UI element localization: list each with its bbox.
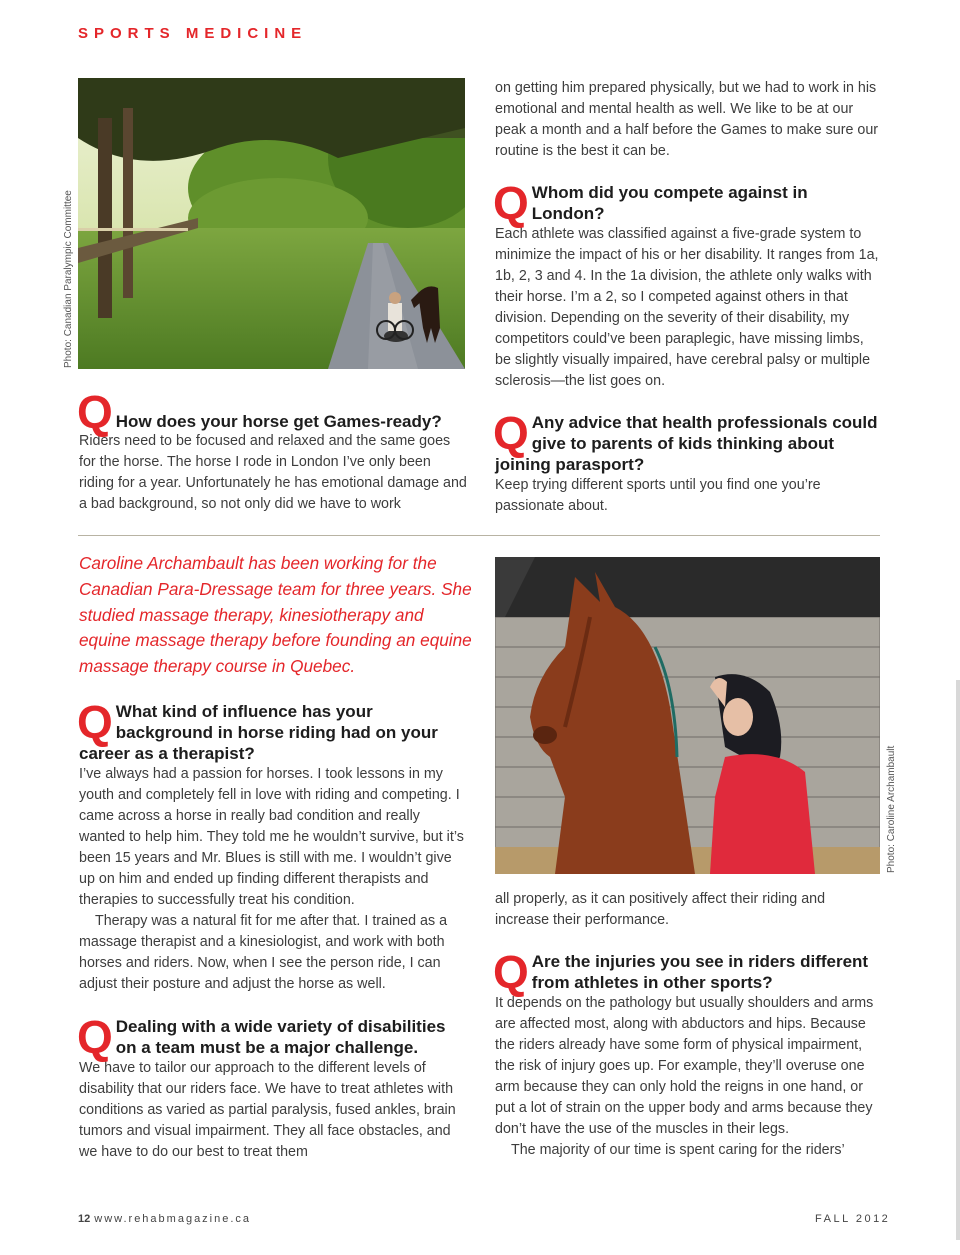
bottom-left-column: [77, 696, 467, 1163]
page-edge-shadow: [956, 680, 960, 1240]
therapist-with-horse-illustration: [495, 557, 880, 874]
rider-and-horse-illustration: [78, 78, 465, 369]
question-disabilities: [77, 1011, 467, 1063]
answer-text: Keep trying different sports until you find one you’re passionate about.: [495, 477, 821, 514]
answer-text: We have to tailor our approach to the different levels of disability that our riders face. We have to treat athletes with conditions as varied as partial paralysis, fused ankles, brain tumors and visual impairment. They all face obstacles, and we have to do our best to treat them: [79, 1060, 456, 1160]
therapist-with-horse-photo: [495, 557, 880, 874]
question-q-mark: Q: [77, 386, 113, 438]
answer-text: Each athlete was classified against a five-grade system to minimize the impact of his or her disability. It ranges from 1a, 1b, 2, 3 and 4. In the 1a division, the athlete only walks with their horse. I’m a 2, so I competed against others in that division. Depending on the severity of their disability, my competitors could’ve been paraplegic, have missing limbs, be slightly visually impaired, have cerebral palsy or multiple sclerosis—the list goes on.: [495, 226, 879, 389]
question-heading: What kind of influence has your background in horse riding had on your career as a therapist?: [79, 702, 438, 763]
issue-label: FALL 2012: [815, 1213, 891, 1225]
answer-text: Therapy was a natural fit for me after that. I trained as a massage therapist and a kinesiologist, and work with both horses and riders. Now, when I see the person ride, I can adjust their posture and adjust the horse as well.: [79, 913, 448, 992]
question-injuries: [493, 946, 883, 998]
intro-text: Caroline Archambault has been working for the Canadian Para-Dressage team for three years. She studied massage therapy, kinesiotherapy and equine massage therapy before founding an equine massage therapy course in Quebec.: [79, 553, 472, 677]
top-left-column: [79, 388, 469, 515]
answer-text: Riders need to be focused and relaxed and the same goes for the horse. The horse I rode in London I’ve only been riding for a year. Unfortunately he has emotional damage and a bad background, so not only did we have to work: [79, 433, 467, 512]
continued-text: all properly, as it can positively affect their riding and increase their performance.: [495, 891, 826, 928]
question-q-mark: Q: [493, 407, 529, 459]
question-heading: Whom did you compete against in London?: [531, 183, 808, 223]
photo-credit-horse: Photo: Caroline Archambault: [886, 745, 897, 873]
bottom-right-column: [495, 889, 883, 1161]
question-heading: Are the injuries you see in riders different from athletes in other sports?: [531, 952, 869, 992]
magazine-url: www.rehabmagazine.ca: [94, 1213, 252, 1225]
question-q-mark: Q: [77, 696, 113, 748]
top-right-column: [495, 78, 880, 517]
rider-and-horse-photo: [78, 78, 465, 369]
question-advice: [493, 407, 880, 475]
therapist-intro: [79, 551, 474, 680]
section-divider: [78, 535, 880, 536]
footer-left: [78, 1213, 251, 1225]
question-heading: Dealing with a wide variety of disabilities on a team must be a major challenge.: [115, 1017, 446, 1057]
question-q-mark: Q: [493, 946, 529, 998]
question-q-mark: Q: [493, 177, 529, 229]
answer-text: I’ve always had a passion for horses. I took lessons in my youth and completely fell in love with riding and competing. I came across a horse in really bad condition and really wanted to help him. They told me he wouldn’t survive, but it’s been 15 years and Mr. Blues is still with me. I wouldn’t give up on him and ended up finding different therapists and therapies to successfully treat his condition.: [79, 766, 464, 908]
question-horse-ready: [77, 386, 469, 438]
question-heading: Any advice that health professionals could give to parents of kids thinking about joining parasport?: [495, 413, 878, 474]
question-competitors: [493, 177, 880, 229]
section-label: SPORTS MEDICINE: [78, 25, 308, 42]
continued-text: on getting him prepared physically, but we had to work in his emotional and mental health as well. We like to be at our peak a month and a half before the Games to make sure our routine is the best it can be.: [495, 80, 879, 159]
answer-text: The majority of our time is spent caring for the riders’: [511, 1142, 845, 1158]
answer-text: It depends on the pathology but usually shoulders and arms are affected most, along with abductors and hips. Because the riders already have some form of physical impairment, the risk of injury goes up. For example, they’ll overuse one arm because they can only hold the reigns in one hand, or put a lot of strain on the upper body and arms because they don’t have the use of the muscles in their legs.: [495, 995, 874, 1137]
question-q-mark: Q: [77, 1011, 113, 1063]
question-heading: How does your horse get Games-ready?: [115, 412, 442, 431]
photo-credit-top: Photo: Canadian Paralympic Committee: [63, 190, 74, 368]
page-number: 12: [78, 1213, 91, 1225]
question-background: [77, 696, 467, 764]
